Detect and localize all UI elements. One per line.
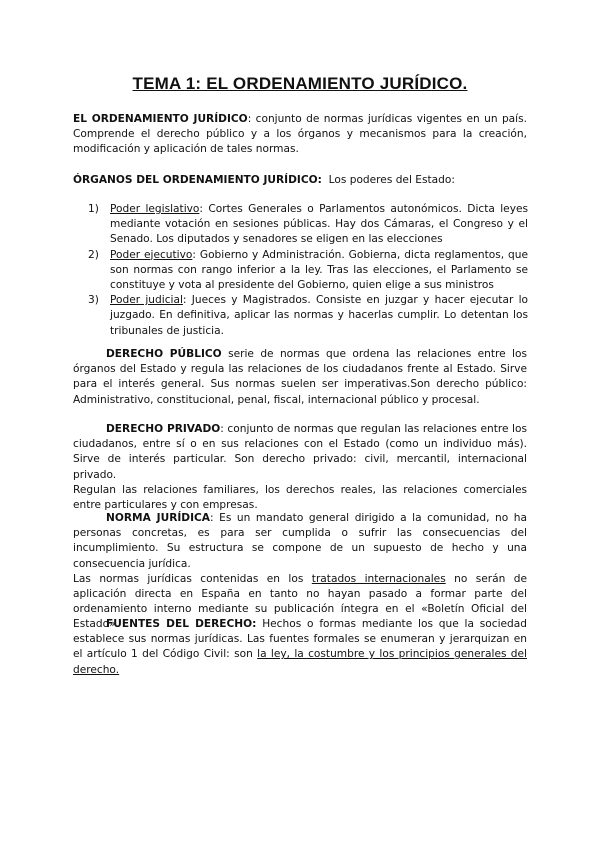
organos-heading-line: [73, 173, 527, 188]
norma-juridica-text-2b: no serán de aplicación directa en España en tanto no hayan pasado a formar parte del ordenamiento interno mediante su publicación íntegra en el «Boletín Oficial del Estado».: [73, 572, 527, 631]
list-item: [88, 202, 528, 248]
derecho-privado-text: : conjunto de normas que regulan las relaciones entre los ciudadanos, entre sí o en sus relaciones con el Estado (como un individuo más). Sirve de interés particular. Son derecho privado: civil, mercantil, internacional privado.: [73, 423, 527, 481]
intro-paragraph: [73, 112, 527, 158]
list-item-number: 1): [88, 203, 99, 215]
list-item-term: Poder legislativo: [110, 203, 200, 215]
list-item-text: : Cortes Generales o Parlamentos autonómicos. Dicta leyes mediante votación en sesiones públicas. Hay dos Cámaras, el Congreso y el Senado. Los diputados y senadores se eligen en las elecciones: [110, 203, 528, 246]
list-item-number: 3): [88, 294, 99, 307]
derecho-privado-text-2: Regulan las relaciones familiares, los derechos reales, las relaciones comerciales entre particulares y con empresas.: [73, 483, 527, 512]
fuentes-term: FUENTES DEL DERECHO:: [106, 618, 257, 630]
fuentes-underlined: la ley, la costumbre y los principios generales del derecho.: [73, 648, 527, 676]
derecho-privado-paragraph: [73, 422, 527, 513]
norma-juridica-text: : Es un mandato general dirigido a la comunidad, no ha personas concretas, es para ser cumplida o sufrir las consecuencias del incumplimiento. Su estructura se compone de un supuesto de hecho y una consecuencia jurídica.: [73, 512, 527, 570]
list-item-number: 2): [88, 248, 99, 261]
derecho-publico-text: serie de normas que ordena las relaciones entre los órganos del Estado y regula las relaciones de los ciudadanos frente al Estado. Sirve para el interés general. Sus normas suelen ser imperativas.Son derecho público: Administrativo, constitucional, penal, fiscal, internacional público y procesal.: [73, 348, 527, 406]
page-title: TEMA 1: EL ORDENAMIENTO JURÍDICO.: [132, 74, 468, 93]
norma-juridica-paragraph: [73, 511, 527, 633]
fuentes-text: Hechos o formas mediante los que la sociedad establece sus normas jurídicas. Las fuentes formales se enumeran y jerarquizan en el artículo 1 del Código Civil: son: [73, 618, 528, 661]
fuentes-paragraph: [73, 617, 527, 678]
list-item-term: Poder ejecutivo: [110, 248, 193, 261]
organos-text: Los poderes del Estado:: [328, 174, 455, 186]
intro-text: : conjunto de normas jurídicas vigentes en un país. Comprende el derecho público y a los órganos y mecanismos para la creación, modificación y aplicación de tales normas.: [73, 113, 527, 156]
organos-heading: ÓRGANOS DEL ORDENAMIENTO JURÍDICO:: [73, 174, 322, 186]
intro-term: EL ORDENAMIENTO JURÍDICO: [73, 113, 248, 125]
derecho-publico-paragraph: [73, 347, 527, 408]
tratados-link: tratados internacionales: [311, 572, 446, 585]
list-item-text: : Gobierno y Administración. Gobierna, dicta reglamentos, que son normas con rango inferior a la ley. Tras las elecciones, el Parlamento se constituye y vota al presidente del Gobierno, quien elige a sus ministros: [110, 248, 528, 292]
list-item: [88, 293, 528, 339]
list-item-text: : Jueces y Magistrados. Consiste en juzgar y hacer ejecutar lo juzgado. En definitiva, aplicar las normas y hacerlas cumplir. Lo detentan los tribunales de justicia.: [110, 294, 528, 337]
norma-juridica-text-2a: Las normas jurídicas contenidas en los: [73, 572, 312, 585]
list-item: [88, 248, 528, 294]
derecho-privado-term: DERECHO PRIVADO: [106, 423, 221, 435]
list-item-term: Poder judicial: [110, 294, 183, 307]
poderes-list: [88, 202, 528, 339]
norma-juridica-term: NORMA JURÍDICA: [106, 512, 211, 524]
derecho-publico-term: DERECHO PÚBLICO: [106, 348, 222, 360]
